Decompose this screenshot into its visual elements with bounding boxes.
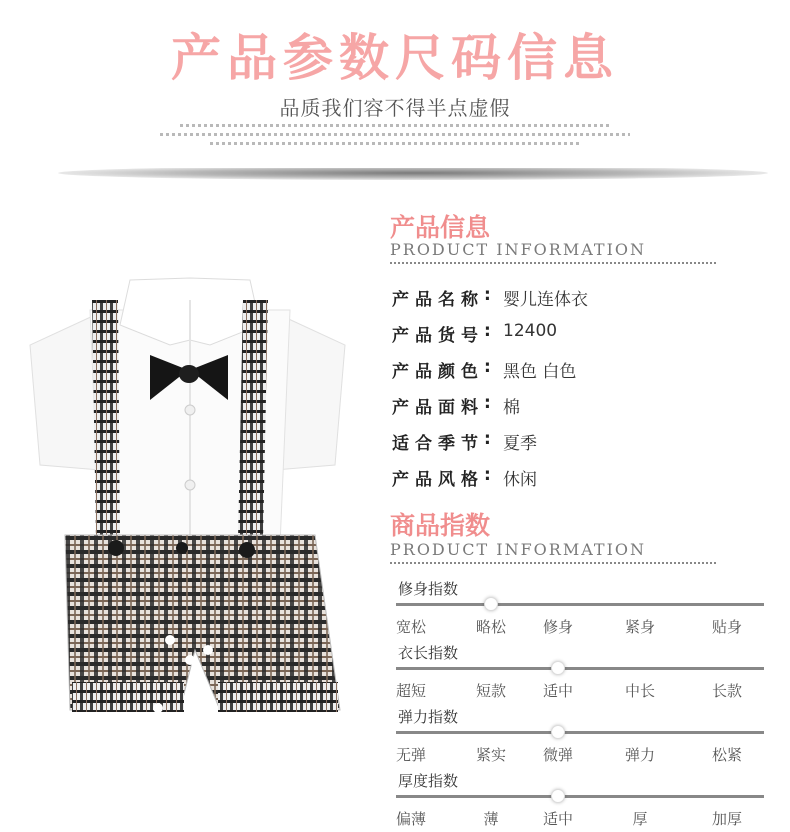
product-image xyxy=(10,270,372,745)
info-value: 黑色 白色 xyxy=(503,362,577,382)
product-index-heading-en: PRODUCT INFORMATION xyxy=(390,540,646,559)
index-option: 修身 xyxy=(542,618,573,636)
index-option: 加厚 xyxy=(711,810,742,828)
info-colon: : xyxy=(484,285,491,305)
index-option: 厚 xyxy=(632,810,648,828)
index-label: 衣长指数 xyxy=(398,644,459,662)
index-option: 略松 xyxy=(475,618,506,636)
info-value: 棉 xyxy=(503,398,520,418)
info-label: 产品面料 xyxy=(392,398,484,418)
info-value: 婴儿连体衣 xyxy=(503,290,588,310)
index-label: 厚度指数 xyxy=(398,772,459,790)
info-value: 休闲 xyxy=(503,470,537,490)
index-option: 弹力 xyxy=(624,746,655,764)
index-track xyxy=(396,731,764,734)
info-value: 12400 xyxy=(503,321,558,341)
index-option: 微弹 xyxy=(542,746,573,764)
index-option: 超短 xyxy=(395,682,426,700)
index-option: 短款 xyxy=(475,682,506,700)
info-label: 产品颜色 xyxy=(392,362,484,382)
info-label: 产品货号 xyxy=(392,326,484,346)
info-value: 夏季 xyxy=(503,434,537,454)
banner-title: 产品参数尺码信息 xyxy=(171,28,619,87)
index-option: 长款 xyxy=(711,682,742,700)
product-index-heading: 商品指数 xyxy=(390,511,491,540)
index-label: 弹力指数 xyxy=(398,708,459,726)
index-knob xyxy=(551,789,565,803)
info-label: 产品名称 xyxy=(392,290,484,310)
index-track xyxy=(396,603,764,606)
index-option: 贴身 xyxy=(711,618,742,636)
index-option: 无弹 xyxy=(395,746,426,764)
decorative-fine-text xyxy=(150,124,640,151)
index-option: 偏薄 xyxy=(395,810,426,828)
info-colon: : xyxy=(484,321,491,341)
divider xyxy=(390,562,718,564)
info-colon: : xyxy=(484,429,491,449)
index-knob xyxy=(484,597,498,611)
banner-subtitle: 品质我们容不得半点虚假 xyxy=(279,96,511,120)
index-option: 紧身 xyxy=(624,618,655,636)
info-colon: : xyxy=(484,465,491,485)
info-colon: : xyxy=(484,393,491,413)
info-label: 适合季节 xyxy=(392,434,484,454)
shelf-divider xyxy=(58,166,768,180)
index-track xyxy=(396,795,764,798)
index-option: 松紧 xyxy=(711,746,742,764)
index-knob xyxy=(551,725,565,739)
index-option: 薄 xyxy=(483,810,499,828)
index-option: 适中 xyxy=(542,810,573,828)
index-option: 宽松 xyxy=(395,618,426,636)
info-colon: : xyxy=(484,357,491,377)
index-label: 修身指数 xyxy=(398,580,459,598)
index-option: 紧实 xyxy=(475,746,506,764)
info-label: 产品风格 xyxy=(392,470,484,490)
index-knob xyxy=(551,661,565,675)
product-info-heading-en: PRODUCT INFORMATION xyxy=(390,240,646,259)
index-option: 适中 xyxy=(542,682,573,700)
divider xyxy=(390,262,718,264)
index-track xyxy=(396,667,764,670)
product-info-heading: 产品信息 xyxy=(390,213,491,242)
index-option: 中长 xyxy=(624,682,655,700)
